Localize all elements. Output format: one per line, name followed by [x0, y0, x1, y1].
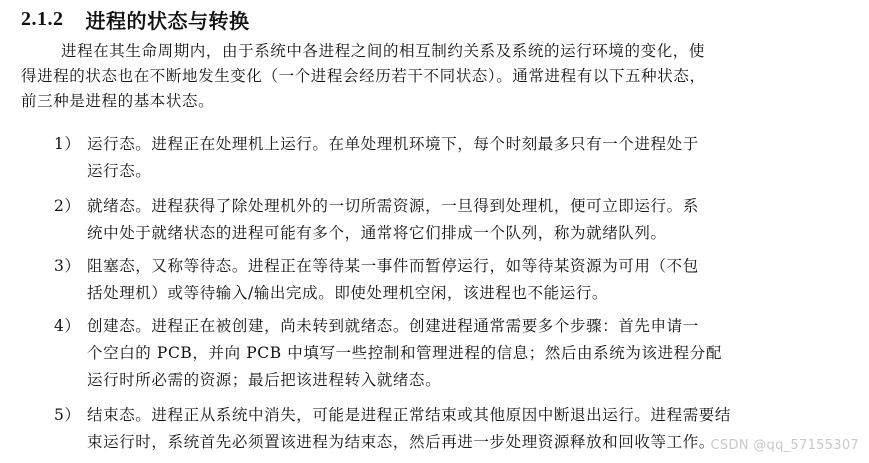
list-marker: 4）	[54, 317, 81, 335]
state-text: 括处理机）或等待输入/输出完成。即使处理机空闲，该进程也不能运行。	[87, 284, 609, 302]
state-text: 个空白的 PCB，并向 PCB 中填写一些控制和管理进程的信息；然后由系统为该进程分配	[87, 344, 722, 362]
intro-line: 前三种是进程的基本状态。	[21, 92, 215, 110]
state-text: 运行态。	[87, 162, 152, 180]
state-text: 束运行时，系统首先必须置该进程为结束态，然后再进一步处理资源释放和回收等工作。	[87, 433, 715, 451]
intro-line: 得进程的状态也在不断地发生变化（一个进程会经历若干不同状态）。通常进程有以下五种状态，	[21, 67, 706, 85]
state-text: 就绪态。进程获得了除处理机外的一切所需资源，一旦得到处理机，便可立即运行。系	[87, 197, 699, 215]
section-heading	[21, 4, 250, 34]
state-text: 创建态。进程正在被创建，尚未转到就绪态。创建进程通常需要多个步骤：首先申请一	[87, 317, 699, 335]
state-text: 统中处于就绪状态的进程可能有多个，通常将它们排成一个队列，称为就绪队列。	[87, 224, 667, 242]
state-text: 结束态。进程正从系统中消失，可能是进程正常结束或其他原因中断退出运行。进程需要结	[87, 406, 732, 424]
watermark: CSDN @qq_57155307	[710, 438, 859, 453]
state-item-ready	[54, 193, 834, 247]
state-item-new	[54, 313, 834, 394]
list-marker: 1）	[54, 135, 81, 153]
list-marker: 5）	[54, 406, 81, 424]
state-text: 运行态。进程正在处理机上运行。在单处理机环境下，每个时刻最多只有一个进程处于	[87, 135, 699, 153]
state-item-running	[54, 131, 834, 185]
section-number: 2.1.2	[21, 7, 64, 30]
state-text: 运行时所必需的资源；最后把该进程转入就绪态。	[87, 371, 442, 389]
state-text: 阻塞态，又称等待态。进程正在等待某一事件而暂停运行，如等待某资源为可用（不包	[87, 257, 699, 275]
intro-paragraph	[21, 39, 833, 114]
section-title: 进程的状态与转换	[85, 8, 250, 33]
list-marker: 2）	[54, 197, 81, 215]
state-item-blocked	[54, 253, 834, 307]
intro-line: 进程在其生命周期内，由于系统中各进程之间的相互制约关系及系统的运行环境的变化，使	[61, 42, 706, 60]
list-marker: 3）	[54, 257, 81, 275]
